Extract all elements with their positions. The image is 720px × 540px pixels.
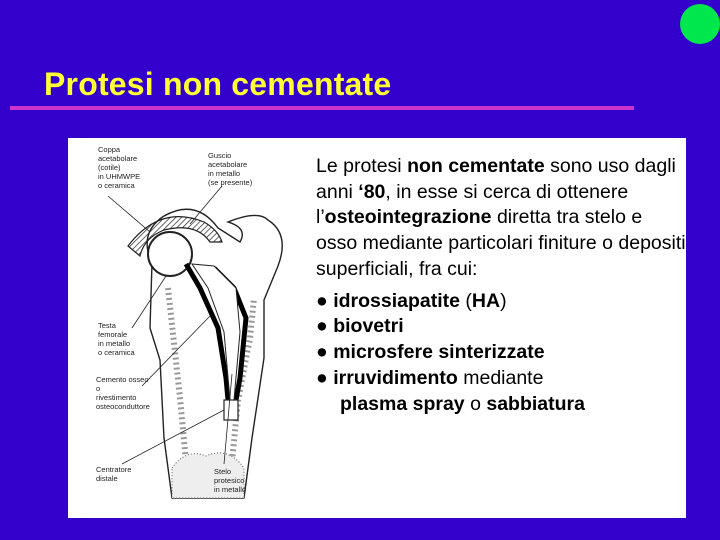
hip-prosthesis-diagram bbox=[68, 138, 308, 518]
bullet-item-microsfere: ● microsfere sinterizzate bbox=[316, 341, 545, 364]
slide-title: Protesi non cementate bbox=[44, 66, 392, 102]
distal-centralizer bbox=[224, 400, 238, 420]
body-text bbox=[316, 154, 686, 417]
label-centratore: Centratore distale bbox=[96, 465, 132, 483]
title-underline bbox=[10, 106, 634, 110]
label-testa: Testa femorale in metallo o ceramica bbox=[98, 321, 135, 357]
bullet-list bbox=[316, 289, 686, 418]
label-coppa: Coppa acetabolare (cotile) in UHMWPE o ceramica bbox=[98, 145, 141, 190]
label-cemento: Cemento osseo o rivestimento osteoconduttore bbox=[96, 375, 150, 411]
pointer-coppa bbox=[108, 196, 150, 232]
bullet-item-idrossiapatite: ● idrossiapatite (HA) bbox=[316, 289, 507, 312]
femoral-head bbox=[148, 232, 192, 276]
bullet-item-irruvidimento: ● irruvidimento mediante plasma spray o sabbiatura bbox=[316, 366, 585, 415]
label-stelo: Stelo protesico in metallo bbox=[214, 467, 247, 494]
label-guscio: Guscio acetabolare in metallo (se presente) bbox=[208, 151, 253, 187]
green-dot-icon bbox=[680, 4, 720, 44]
intro-paragraph: Le protesi non cementate sono uso dagli anni ‘80, in esse si cerca di ottenere l’osteointegrazione diretta tra stelo e osso mediante particolari finiture o depositi superficiali, fra cui: bbox=[316, 155, 686, 280]
bullet-item-biovetri: ● biovetri bbox=[316, 315, 404, 338]
